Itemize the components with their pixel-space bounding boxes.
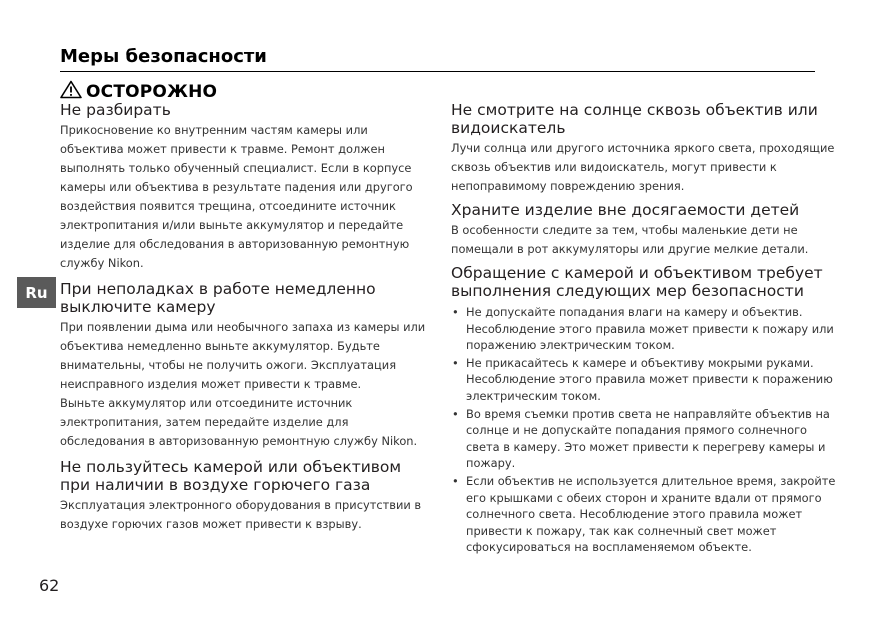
list-item: • Не прикасайтесь к камере и объективу мокрыми руками. Несоблюдение этого правила может привести к поражению электрическим током. bbox=[452, 355, 833, 403]
right-column bbox=[451, 101, 836, 557]
warning-triangle-icon bbox=[60, 80, 82, 103]
section-body: Лучи солнца или другого источника яркого света, проходящие сквозь объектив или видоискатель, могут привести к непоправимому повреждению зрения. bbox=[451, 141, 835, 193]
section-heading: Не пользуйтесь камерой или объективом при наличии в воздухе горючего газа bbox=[60, 458, 402, 494]
section-heading: При неполадках в работе немедленно выключите камеру bbox=[60, 280, 376, 316]
bullet-icon: • bbox=[452, 305, 459, 319]
section-do-not-disassemble bbox=[60, 101, 432, 273]
list-item: • Не допускайте попадания влаги на камеру и объектив. Несоблюдение этого правила может привести к пожару или поражению электрическим током. bbox=[452, 305, 834, 353]
section-body: Прикосновение ко внутренним частям камеры или объектива может привести к травме. Ремонт должен выполнять только обученный специалист. Если в корпусе камеры или объектива в результате падения или другого воздействия появится трещина, отсоедините источник электропитания и/или выньте аккумулятор и передайте изделие для обследования в авторизованную ремонтную службу Nikon. bbox=[60, 123, 413, 270]
page-number: 62 bbox=[39, 576, 60, 595]
section-heading: Не смотрите на солнце сквозь объектив или видоискатель bbox=[451, 101, 818, 137]
section-malfunction bbox=[60, 280, 432, 451]
section-children bbox=[451, 201, 836, 259]
list-item: • Если объектив не используется длительное время, закройте его крышками с обеих сторон и храните вдали от прямого солнечного света. Несоблюдение этого правила может привести к пожару, так как солнечный свет может сфокусироваться на воспламеняемом объекте. bbox=[452, 473, 836, 555]
list-item: • Во время съемки против света не направляйте объектив на солнце и не допускайте попадания прямого солнечного света в камеру. Это может привести к перегреву камеры и пожару. bbox=[452, 406, 830, 471]
section-handling bbox=[451, 264, 836, 556]
bullet-list bbox=[451, 304, 836, 556]
bullet-icon: • bbox=[452, 406, 459, 421]
section-heading: Храните изделие вне досягаемости детей bbox=[451, 201, 800, 219]
warning-header bbox=[60, 80, 217, 103]
title-divider bbox=[60, 71, 815, 72]
section-body: Эксплуатация электронного оборудования в присутствии в воздухе горючих газов может привести к взрыву. bbox=[60, 498, 422, 531]
bullet-icon: • bbox=[452, 473, 459, 488]
page-title: Меры безопасности bbox=[60, 46, 267, 67]
section-sun bbox=[451, 101, 836, 196]
section-flammable-gas bbox=[60, 458, 432, 534]
section-heading: Обращение с камерой и объективом требует выполнения следующих мер безопасности bbox=[451, 264, 823, 300]
bullet-icon: • bbox=[452, 355, 459, 370]
section-heading: Не разбирать bbox=[60, 101, 171, 119]
warning-label: ОСТОРОЖНО bbox=[86, 81, 218, 102]
left-column bbox=[60, 101, 432, 534]
section-body: В особенности следите за тем, чтобы маленькие дети не помещали в рот аккумуляторы или другие мелкие детали. bbox=[451, 223, 809, 256]
section-body-continued: Выньте аккумулятор или отсоедините источник электропитания, затем передайте изделие для обследования в авторизованную ремонтную службу Nikon. bbox=[60, 396, 418, 448]
section-body: При появлении дыма или необычного запаха из камеры или объектива немедленно выньте аккумулятор. Будьте внимательны, чтобы не получить ожоги. Эксплуатация неисправного изделия может привести к травме. bbox=[60, 320, 426, 391]
language-tab: Ru bbox=[17, 277, 56, 308]
